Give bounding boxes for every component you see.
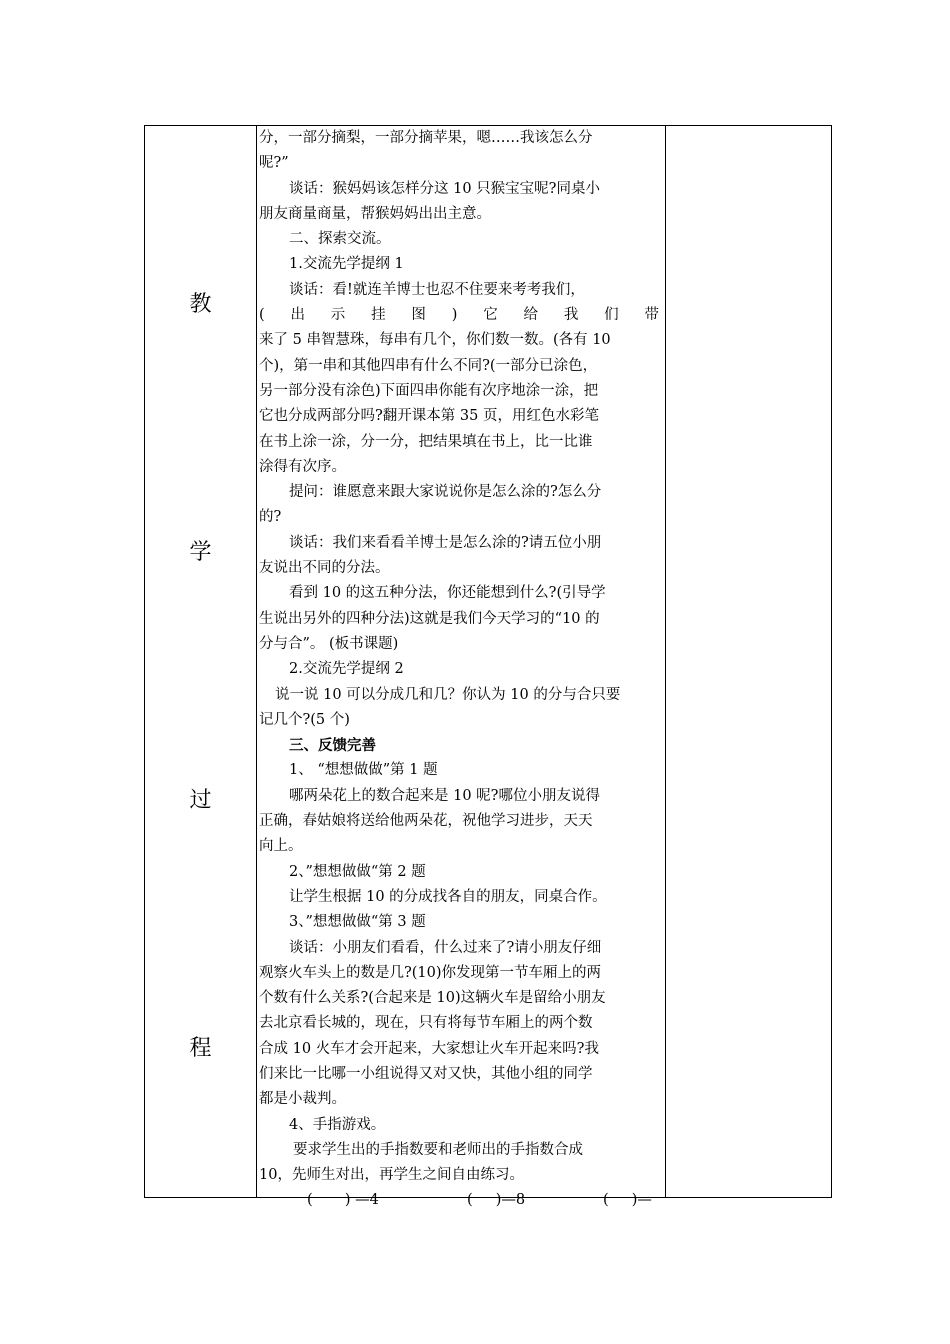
text-line: 2、”想想做做“第 2 题 (289, 863, 426, 880)
spread-char: 给 (523, 307, 539, 324)
section-heading: 三、反馈完善 (289, 737, 376, 755)
text-line: 3、”想想做做“第 3 题 (289, 914, 426, 931)
text-line: 在书上涂一涂，分一分，把结果填在书上，比一比谁 (259, 433, 593, 450)
text-line: 合成 10 火车才会开起来，大家想让火车开起来吗?我 (259, 1040, 599, 1057)
text-line: 提问：谁愿意来跟大家说说你是怎么涂的?怎么分 (289, 484, 602, 501)
text-line: 观察火车头上的数是几?(10)你发现第一节车厢上的两 (259, 964, 602, 981)
text-line: 去北京看长城的，现在，只有将每节车厢上的两个数 (259, 1015, 593, 1032)
blanks-row (259, 1188, 665, 1213)
spread-char: 我 (563, 307, 579, 324)
text-line: 记几个?(5 个) (259, 711, 350, 728)
spread-char: ( (259, 307, 265, 324)
spread-char: 示 (330, 307, 346, 324)
text-line: 正确，春姑娘将送给他两朵花，祝他学习进步，天天 (259, 813, 593, 830)
lesson-content (259, 126, 665, 1214)
text-line: 都是小裁判。 (259, 1091, 346, 1108)
text-line: 4、手指游戏。 (289, 1116, 386, 1133)
text-line: 个数有什么关系?(合起来是 10)这辆火车是留给小朋友 (259, 990, 606, 1007)
text-line: 它也分成两部分吗?翻开课本第 35 页，用红色水彩笔 (259, 408, 599, 425)
spread-char: 图 (411, 307, 426, 324)
text-line: 哪两朵花上的数合起来是 10 呢?哪位小朋友说得 (289, 787, 600, 804)
spread-char: ) (451, 307, 458, 324)
lesson-table (144, 125, 832, 1209)
text-line: 向上。 (259, 838, 303, 855)
text-line: 1.交流先学提纲 1 (289, 256, 404, 273)
text-line: 分，一部分摘梨，一部分摘苹果，嗯……我该怎么分 (259, 130, 593, 146)
text-line: 10，先师生对出，再学生之间自由练习。 (259, 1167, 524, 1184)
text-line: 呢?” (259, 155, 289, 172)
text-line: 要求学生出的手指数要和老师出的手指数合成 (293, 1141, 583, 1158)
text-line: 2.交流先学提纲 2 (289, 661, 404, 678)
text-line: 涂得有次序。 (259, 458, 346, 475)
column-divider-right (665, 126, 666, 1197)
text-line: 谈话：我们来看看羊博士是怎么涂的?请五位小朋 (289, 534, 602, 551)
spread-char: 它 (483, 307, 498, 324)
text-line: 生说出另外的四种分法)这就是我们今天学习的“10 的 (259, 610, 600, 627)
text-line: 朋友商量商量，帮猴妈妈出出主意。 (259, 205, 491, 222)
side-label-guo: 过 (189, 788, 212, 813)
text-line: 友说出不同的分法。 (259, 560, 390, 577)
side-label-xue: 学 (189, 540, 212, 565)
text-line: 让学生根据 10 的分成找各自的朋友，同桌合作。 (289, 888, 607, 905)
text-line: 个)，第一串和其他四串有什么不同?(一部分已涂色， (259, 357, 598, 374)
text-line: 看到 10 的这五种分法，你还能想到什么?(引导学 (289, 585, 606, 602)
text-line: 谈话：猴妈妈该怎样分这 10 只猴宝宝呢?同桌小 (289, 180, 600, 197)
spread-char: 出 (290, 307, 305, 324)
side-label-jiao: 教 (189, 292, 212, 317)
column-divider-left (256, 126, 257, 1197)
text-line: 说一说 10 可以分成几和几？你认为 10 的分与合只要 (275, 686, 621, 703)
text-line: 们来比一比哪一小组说得又对又快，其他小组的同学 (259, 1065, 593, 1082)
blank-item: ( )—8 (467, 1192, 526, 1209)
spread-char: 带 (644, 307, 659, 324)
side-label-cheng: 程 (189, 1036, 212, 1061)
text-line: 谈话：小朋友们看看，什么过来了?请小朋友仔细 (289, 939, 602, 956)
blank-item: ( )— (603, 1192, 652, 1209)
spread-line (259, 303, 665, 328)
spread-char: 们 (604, 307, 619, 324)
text-line: 另一部分没有涂色)下面四串你能有次序地涂一涂，把 (259, 382, 599, 399)
section-heading: 二、探索交流。 (289, 231, 391, 248)
text-line: 分与合”。 (板书课题) (259, 635, 399, 652)
text-line: 1、 “想想做做”第 1 题 (289, 762, 438, 779)
blank-item: ( ) —4 (307, 1192, 379, 1209)
text-line: 的? (259, 509, 282, 526)
text-line: 来了 5 串智慧珠，每串有几个，你们数一数。(各有 10 (259, 332, 611, 349)
spread-char: 挂 (371, 307, 386, 324)
text-line: 谈话：看!就连羊博士也忍不住要来考考我们， (289, 281, 585, 298)
